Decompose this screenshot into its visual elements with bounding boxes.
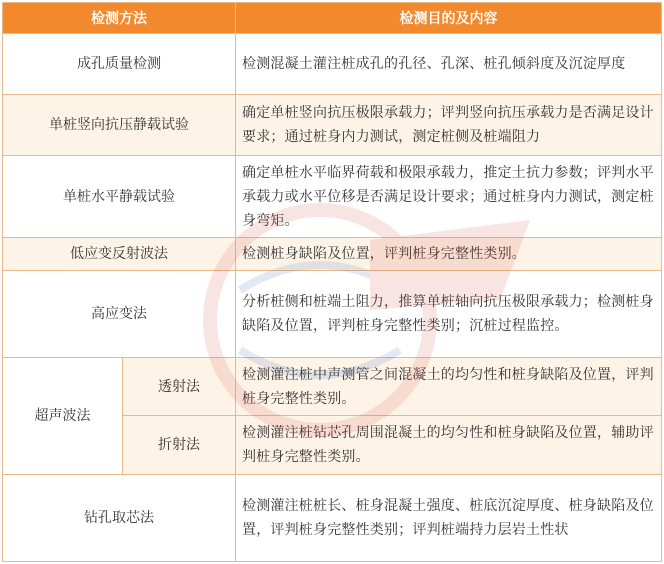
header-content: 检测目的及内容 — [236, 3, 662, 34]
content-cell: 确定单桩水平临界荷载和极限承载力，推定土抗力参数；评判水平承载力或水平位移是否满足设计要求；通过桩身内力测试，测定桩身弯矩。 — [236, 155, 662, 237]
content-cell: 检测灌注桩钻芯孔周围混凝土的均匀性和桩身缺陷及位置，辅助评判桩身完整性类别。 — [236, 416, 662, 475]
content-cell: 检测混凝土灌注桩成孔的孔径、孔深、桩孔倾斜度及沉淀厚度 — [236, 34, 662, 95]
content-cell: 检测灌注桩桩长、桩身混凝土强度、桩底沉淀厚度、桩身缺陷及位置，评判桩身完整性类别；评判桩端持力层岩土性状 — [236, 475, 662, 562]
method-cell: 成孔质量检测 — [3, 34, 236, 95]
method-cell: 高应变法 — [3, 271, 236, 357]
table-row — [3, 357, 662, 415]
sub-method-cell: 折射法 — [123, 416, 236, 475]
table-row — [3, 238, 662, 271]
content-cell: 确定单桩竖向抗压极限承载力；评判竖向抗压承载力是否满足设计要求；通过桩身内力测试，测定桩侧及桩端阻力 — [236, 95, 662, 155]
header-method: 检测方法 — [3, 3, 236, 34]
method-cell: 单桩竖向抗压静载试验 — [3, 95, 236, 155]
table-row — [3, 95, 662, 155]
table-row — [3, 155, 662, 237]
content-cell: 检测灌注桩中声测管之间混凝土的均匀性和桩身缺陷及位置，评判桩身完整性类别。 — [236, 357, 662, 415]
table-row — [3, 475, 662, 562]
inspection-table — [2, 2, 662, 562]
content-cell: 检测桩身缺陷及位置，评判桩身完整性类别。 — [236, 238, 662, 271]
content-cell: 分析桩侧和桩端土阻力，推算单桩轴向抗压极限承载力；检测桩身缺陷及位置，评判桩身完整性类别；沉桩过程监控。 — [236, 271, 662, 357]
method-cell: 低应变反射波法 — [3, 238, 236, 271]
table-header-row — [3, 3, 662, 34]
table-row — [3, 271, 662, 357]
ultrasonic-method-cell: 超声波法 — [3, 357, 123, 475]
method-cell: 单桩水平静载试验 — [3, 155, 236, 237]
method-cell: 钻孔取芯法 — [3, 475, 236, 562]
table-row — [3, 34, 662, 95]
sub-method-cell: 透射法 — [123, 357, 236, 415]
